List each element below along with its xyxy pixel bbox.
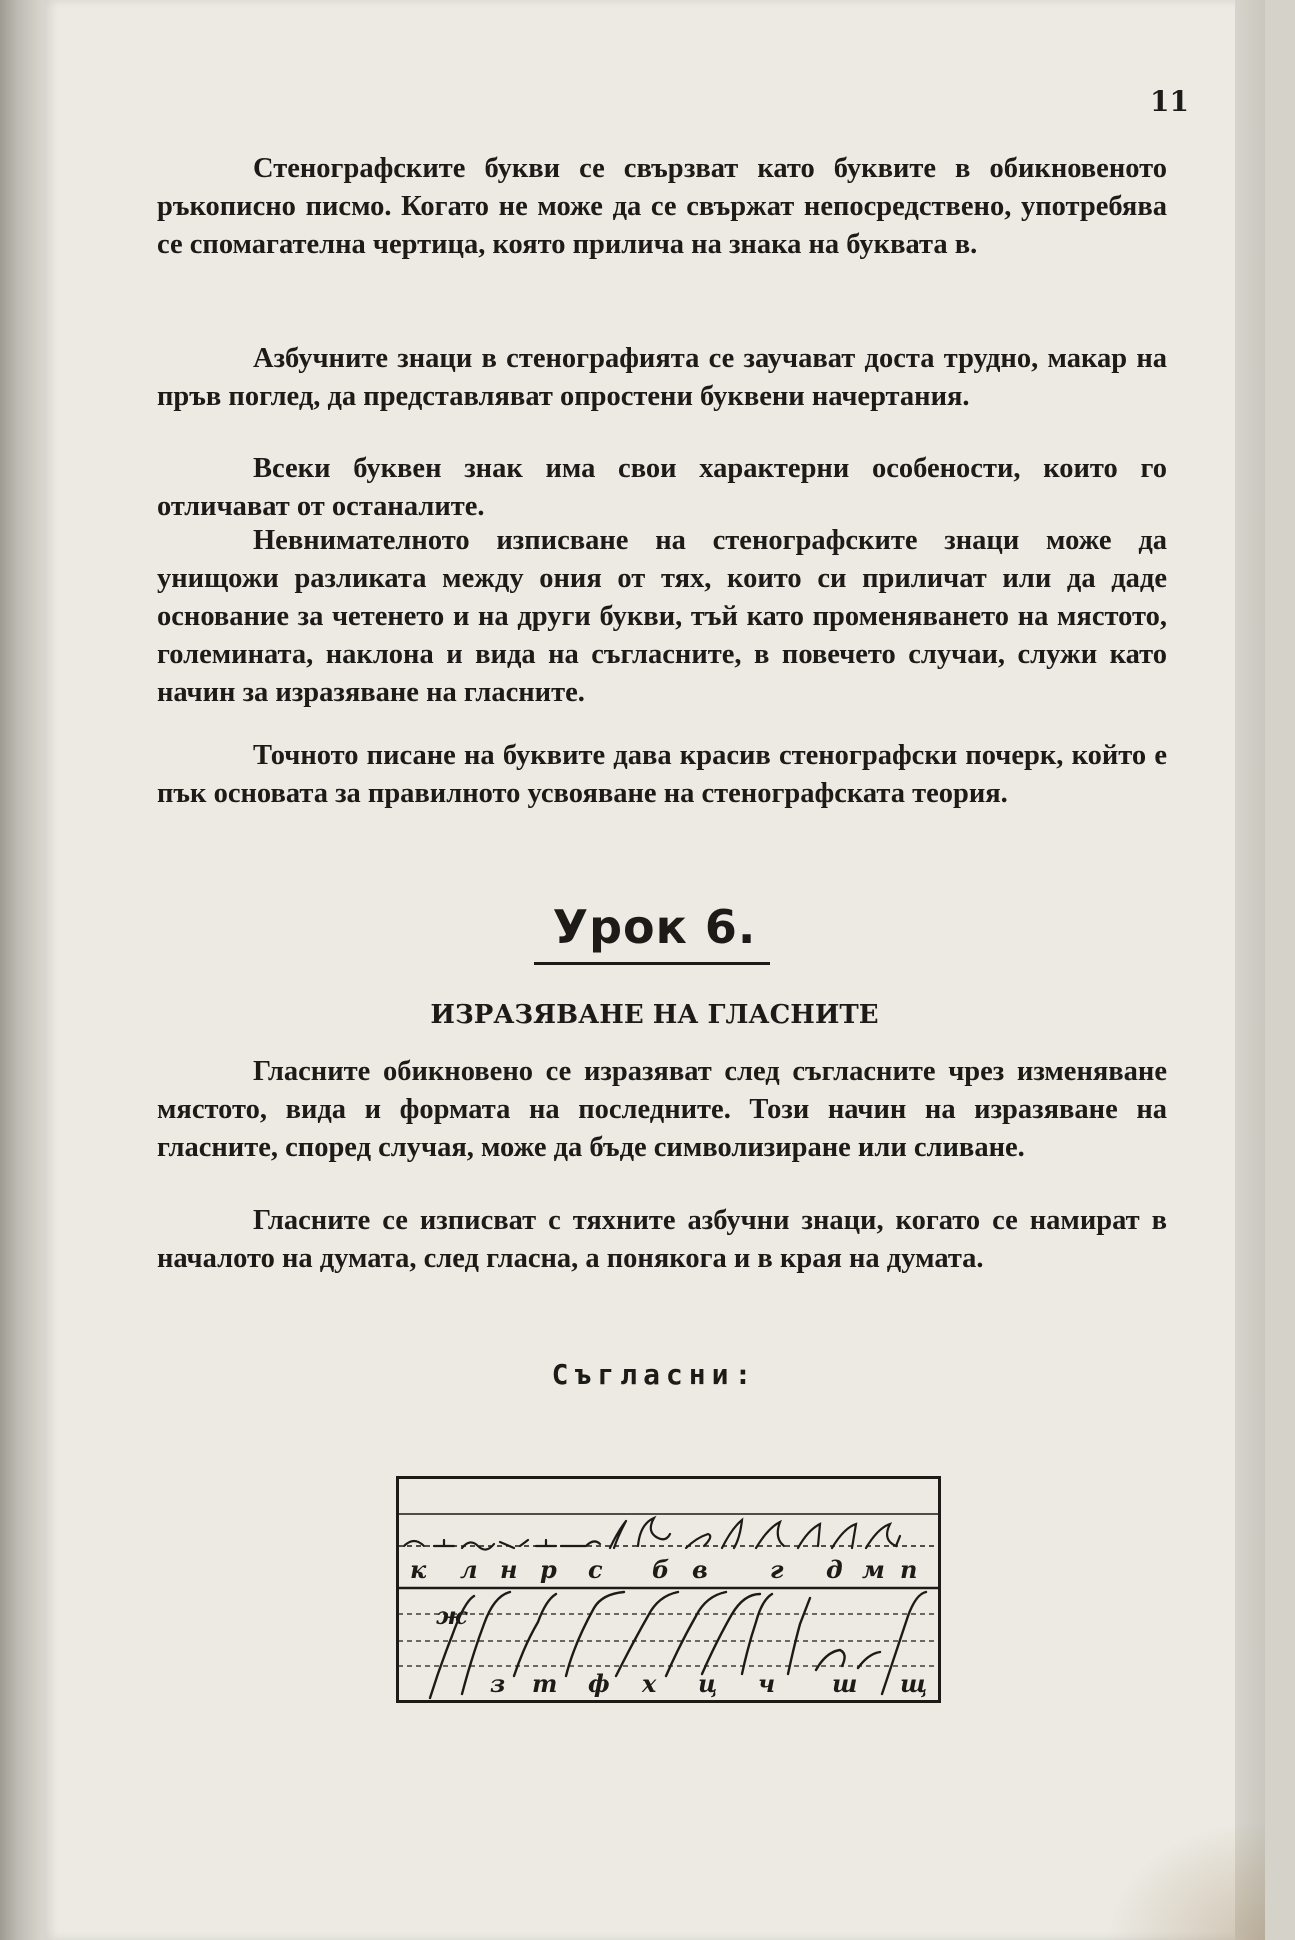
- chart-letter-zh: ж: [436, 1601, 468, 1630]
- book-page: [44, 0, 1265, 1940]
- consonants-heading: Съгласни:: [551, 1358, 758, 1391]
- lesson-subtitle: ИЗРАЗЯВАНЕ НА ГЛАСНИТЕ: [430, 1000, 879, 1030]
- chart-letter-p: п: [900, 1555, 918, 1584]
- chart-letter-z: з: [490, 1669, 506, 1698]
- chart-labels: [410, 1555, 927, 1698]
- row1-shorthand-strokes: [404, 1518, 900, 1550]
- page-number: 11: [1150, 85, 1189, 118]
- chart-letter-t: т: [532, 1669, 558, 1698]
- chart-letter-k: к: [410, 1555, 427, 1584]
- chart-letter-g: г: [770, 1555, 784, 1584]
- chart-letter-h: х: [642, 1669, 657, 1698]
- book-spine: [0, 0, 44, 1940]
- paragraph-vowel-signs: Гласните се изписват с тяхните азбучни знаци, когато се намират в началото на думата, след гласна, а понякога и в края на думата.: [157, 1205, 1167, 1274]
- lesson-title-underline: [534, 962, 770, 965]
- page-edge: [1235, 0, 1265, 1940]
- paragraph-careless-writing: Невнимателното изписване на стенографските знаци може да унищожи разликата между ония от тях, които си приличат или да даде основание за четенето и на други букви, тъй като променяването на мястото, големината, наклона и вида на съгласните, в повечето случаи, служи като начин за изразяване на гласните.: [157, 525, 1167, 708]
- paragraph-sign-features: Всеки буквен знак има свои характерни особености, които го отличават от останалите.: [157, 453, 1167, 522]
- chart-letter-l: л: [460, 1555, 478, 1584]
- chart-letter-sht: щ: [900, 1669, 928, 1698]
- paragraph-vowel-expression: Гласните обикновено се изразяват след съгласните чрез изменяване мястото, вида и формата на последните. Този начин на изразяване на гласните, според случая, може да бъде символизиране или сливане.: [157, 1056, 1167, 1163]
- chart-letter-ch: ч: [758, 1669, 776, 1698]
- page-stain: [1105, 1820, 1265, 1940]
- paragraph-alphabet-signs: Азбучните знаци в стенографията се заучават доста трудно, макар на пръв поглед, да представляват опростени буквени начертания.: [157, 343, 1167, 412]
- chart-letter-s: с: [588, 1555, 603, 1584]
- chart-letter-v: в: [692, 1555, 708, 1584]
- chart-letter-sh: ш: [832, 1669, 858, 1698]
- chart-letter-f: ф: [588, 1669, 610, 1698]
- paragraph-connecting-letters: Стенографските букви се свързват като буквите в обикновеното ръкописно писмо. Когато не може да се свържат непосредствено, употребява се спомагателна чертица, която прилича на знака на буквата в.: [157, 153, 1167, 260]
- lesson-title: Урок 6.: [552, 900, 757, 954]
- chart-letter-b: б: [652, 1555, 670, 1584]
- paragraph-accurate-writing: Точното писане на буквите дава красив стенографски почерк, който е пък основата за правилното усвояване на стенографската теория.: [157, 740, 1167, 809]
- chart-letter-ts: ц: [698, 1669, 718, 1698]
- chart-letter-n: н: [500, 1555, 518, 1584]
- chart-letter-r: р: [540, 1555, 557, 1584]
- chart-letter-m: м: [862, 1555, 885, 1584]
- chart-letter-d: д: [826, 1555, 843, 1584]
- consonant-shorthand-chart: [396, 1476, 941, 1703]
